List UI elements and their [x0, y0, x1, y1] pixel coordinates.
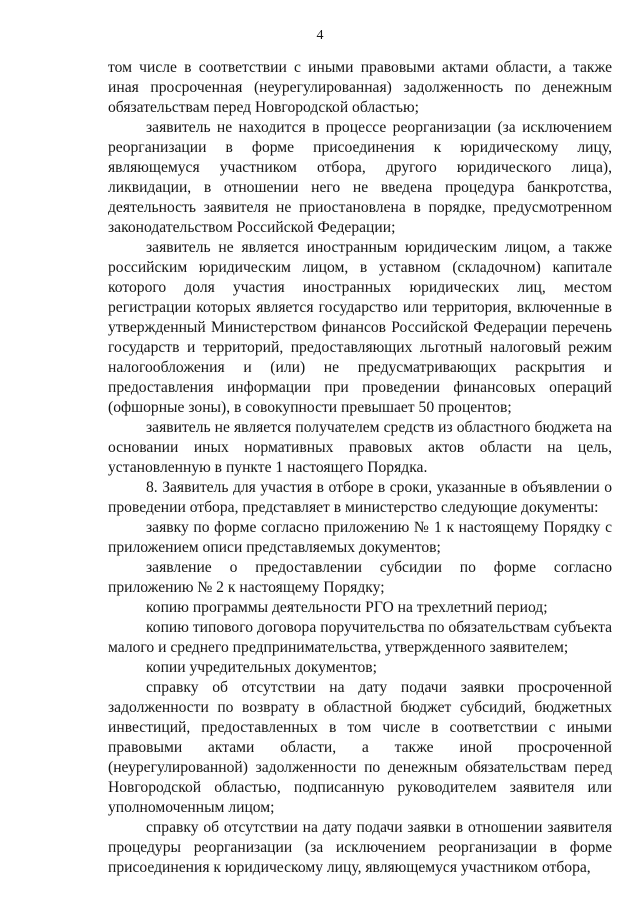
document-body: [108, 58, 612, 878]
paragraph-section-8: 8. Заявитель для участия в отборе в сроки, указанные в объявлении о проведении отбора, представляет в министерство следующие документы:: [108, 479, 612, 516]
paragraph-reorganization-condition: заявитель не находится в процессе реорганизации (за исключением реорганизации в форме присоединения к юридическому лицу, являющемуся участником отбора, другого юридического лица), ликвидации, в отношении него не введена процедура банкротства, деятельность заявителя не приостановлена в порядке, предусмотренном законодательством Российской Федерации;: [108, 119, 612, 236]
paragraph-subsidy-statement: заявление о предоставлении субсидии по форме согласно приложению № 2 к настоящему Порядку;: [108, 559, 612, 596]
paragraph-other-funding-condition: заявитель не является получателем средств из областного бюджета на основании иных нормативных правовых актов области на цель, установленную в пункте 1 настоящего Порядка.: [108, 419, 612, 476]
paragraph-application-form: заявку по форме согласно приложению № 1 к настоящему Порядку с приложением описи представляемых документов;: [108, 519, 612, 556]
paragraph-continuation: том числе в соответствии с иными правовыми актами области, а также иная просроченная (неурегулированная) задолженность по денежным обязательствам перед Новгородской областью;: [108, 59, 612, 116]
paragraph-reorganization-certificate: справку об отсутствии на дату подачи заявки в отношении заявителя процедуры реорганизации (за исключением реорганизации в форме присоединения к юридическому лицу, являющемуся участником отбора,: [108, 819, 612, 876]
paragraph-foreign-entity-condition: заявитель не является иностранным юридическим лицом, а также российским юридическим лицом, в уставном (складочном) капитале которого доля участия иностранных юридических лиц, местом регистрации которых является государство или территория, включенные в утвержденный Министерством финансов Российской Федерации перечень государств и территорий, предоставляющих льготный налоговый режим налогообложения и (или) не предусматривающих раскрытия и предоставления информации при проведении финансовых операций (офшорные зоны), в совокупности превышает 50 процентов;: [108, 239, 612, 416]
paragraph-guarantee-contract-copy: копию типового договора поручительства по обязательствам субъекта малого и среднего предпринимательства, утвержденного заявителем;: [108, 619, 612, 656]
paragraph-program-copy: копию программы деятельности РГО на трехлетний период;: [146, 599, 548, 616]
paragraph-founding-documents: копии учредительных документов;: [146, 659, 378, 676]
page-number: 4: [316, 28, 324, 43]
paragraph-debt-certificate: справку об отсутствии на дату подачи заявки просроченной задолженности по возврату в областной бюджет субсидий, бюджетных инвестиций, предоставленных в том числе в соответствии с иными правовыми актами области, а также иной просроченной (неурегулированной) задолженности по денежным обязательствам перед Новгородской областью, подписанную руководителем заявителя или уполномоченным лицом;: [108, 679, 612, 816]
